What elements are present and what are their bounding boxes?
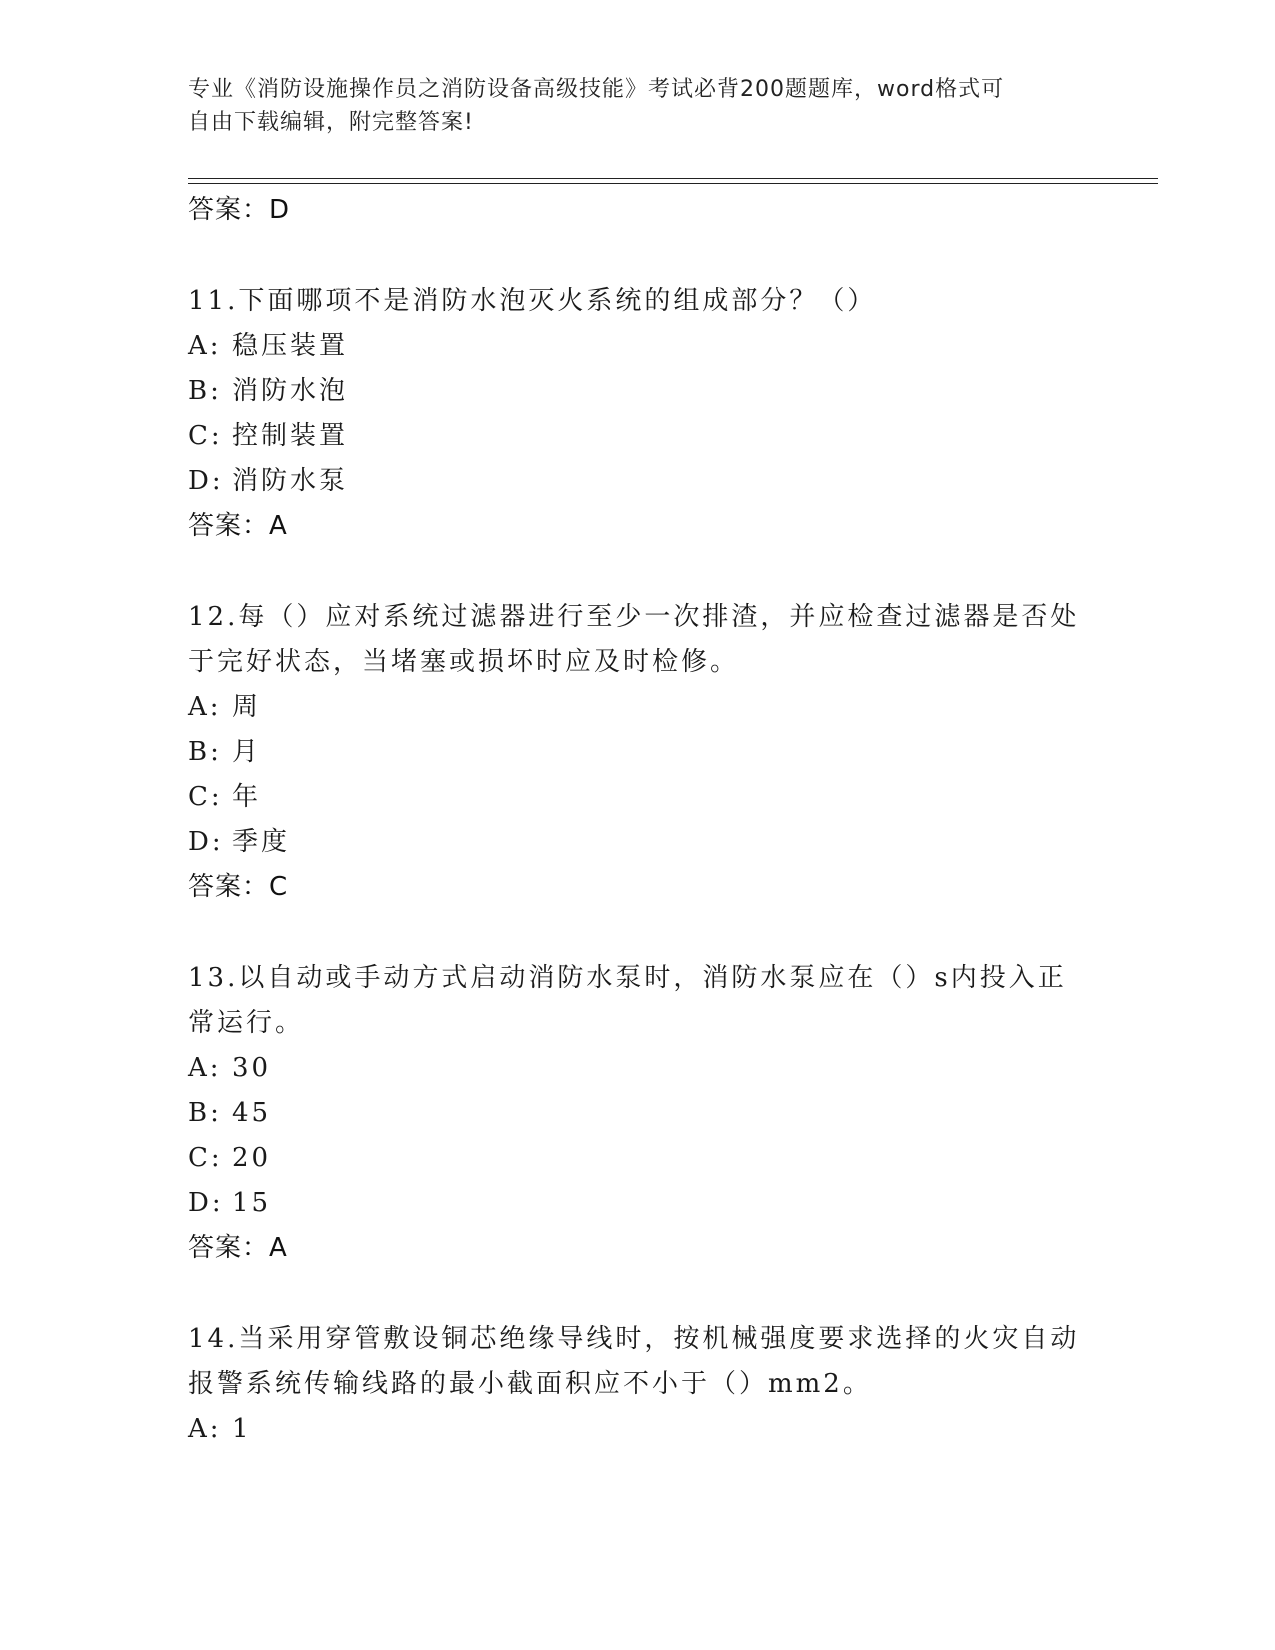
question-text: 13.以自动或手动方式启动消防水泵时，消防水泵应在（）s内投入正 xyxy=(188,963,1067,993)
question-block xyxy=(188,1317,1088,1452)
question-text-continued: 于完好状态，当堵塞或损坏时应及时检修。 xyxy=(188,647,740,677)
option-label: C: xyxy=(188,1143,223,1173)
answer-line: 答案：C xyxy=(188,872,289,902)
option-text: 30 xyxy=(232,1053,272,1083)
spacer xyxy=(188,1271,1088,1317)
option-text: 45 xyxy=(232,1098,272,1128)
question-text: 11.下面哪项不是消防水泡灭火系统的组成部分？（） xyxy=(188,286,877,316)
header-divider-top xyxy=(188,178,1158,179)
option-label: B: xyxy=(188,376,222,406)
option-label: C: xyxy=(188,782,223,812)
option-label: D: xyxy=(188,466,224,496)
option-text: 年 xyxy=(232,782,262,812)
option-text: 稳压装置 xyxy=(232,331,349,361)
answer-line: 答案：A xyxy=(188,1233,288,1263)
option-a xyxy=(188,1046,1088,1091)
option-text: 1 xyxy=(232,1414,252,1444)
option-b xyxy=(188,1091,1088,1136)
spacer xyxy=(188,549,1088,595)
question-text: 14.当采用穿管敷设铜芯绝缘导线时，按机械强度要求选择的火灾自动 xyxy=(188,1324,1080,1354)
option-text: 月 xyxy=(232,737,262,767)
spacer xyxy=(188,233,1088,279)
option-c xyxy=(188,414,1088,459)
question-text-continued: 常运行。 xyxy=(188,1008,305,1038)
document-header xyxy=(188,73,1068,139)
option-d xyxy=(188,459,1088,504)
option-text: 季度 xyxy=(232,827,291,857)
answer-line: 答案：A xyxy=(188,511,288,541)
question-text-continued: 报警系统传输线路的最小截面积应不小于（）mm2。 xyxy=(188,1369,872,1399)
option-label: A: xyxy=(188,331,222,361)
option-text: 消防水泡 xyxy=(232,376,349,406)
option-text: 周 xyxy=(232,692,262,722)
header-divider-bottom xyxy=(188,183,1158,184)
option-c xyxy=(188,1136,1088,1181)
question-block xyxy=(188,956,1088,1271)
option-a xyxy=(188,1407,1088,1452)
option-d xyxy=(188,1181,1088,1226)
option-label: B: xyxy=(188,1098,222,1128)
header-line-1: 专业《消防设施操作员之消防设备高级技能》考试必背200题题库，word格式可 xyxy=(188,77,1005,102)
option-label: D: xyxy=(188,827,224,857)
option-label: D: xyxy=(188,1188,224,1218)
question-list xyxy=(188,188,1088,1452)
option-b xyxy=(188,369,1088,414)
option-text: 15 xyxy=(232,1188,272,1218)
question-block xyxy=(188,279,1088,549)
spacer xyxy=(188,910,1088,956)
option-label: A: xyxy=(188,1414,222,1444)
answer-line: 答案：D xyxy=(188,195,291,225)
option-a xyxy=(188,324,1088,369)
option-label: A: xyxy=(188,1053,222,1083)
option-label: C: xyxy=(188,421,223,451)
question-block xyxy=(188,595,1088,910)
option-c xyxy=(188,775,1088,820)
option-label: A: xyxy=(188,692,222,722)
option-d xyxy=(188,820,1088,865)
question-text: 12.每（）应对系统过滤器进行至少一次排渣，并应检查过滤器是否处 xyxy=(188,602,1080,632)
option-text: 20 xyxy=(232,1143,272,1173)
option-a xyxy=(188,685,1088,730)
option-text: 消防水泵 xyxy=(232,466,349,496)
header-line-2: 自由下载编辑，附完整答案! xyxy=(188,110,474,135)
option-label: B: xyxy=(188,737,222,767)
option-b xyxy=(188,730,1088,775)
option-text: 控制装置 xyxy=(232,421,349,451)
